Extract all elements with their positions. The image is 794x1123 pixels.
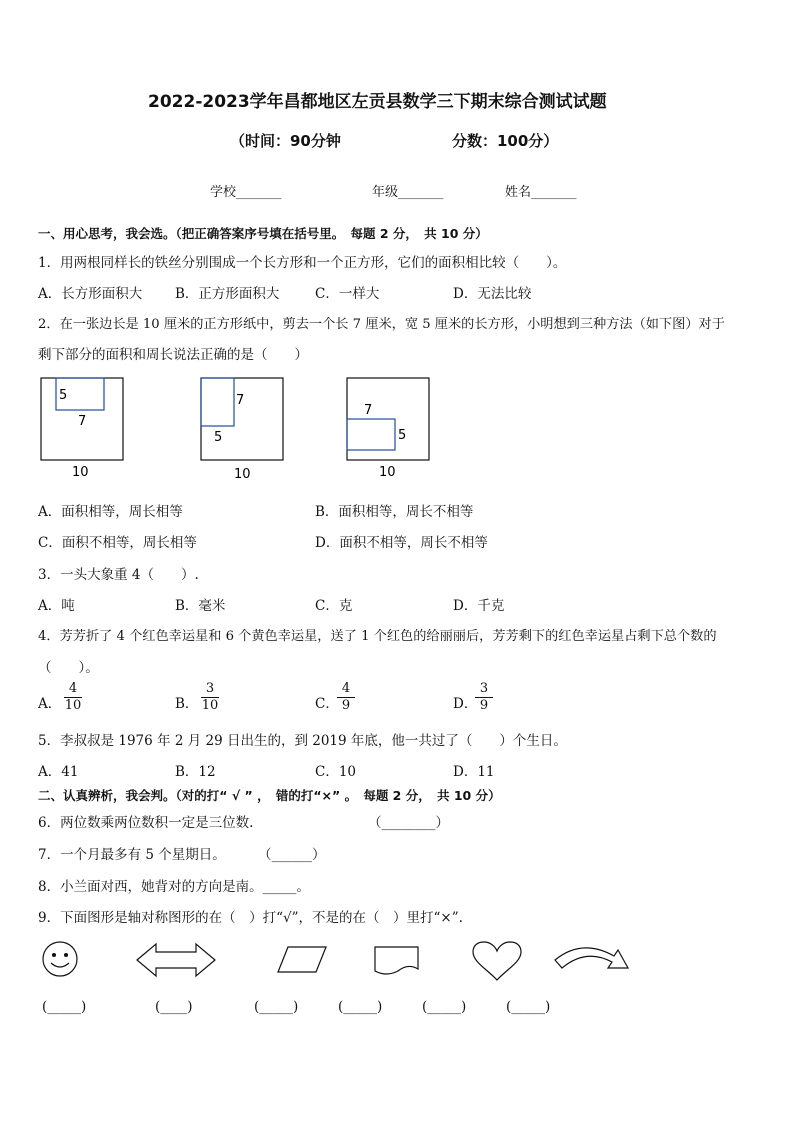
q2-fig3-side-label: 10 — [379, 465, 396, 480]
school-field[interactable]: 学校_______ — [210, 185, 282, 200]
exam-score: 分数：100分） — [452, 132, 559, 150]
q9-blank-3[interactable]: (_____) — [254, 999, 299, 1015]
q2-fig2-side-label: 10 — [234, 467, 251, 482]
q3-option-d[interactable]: D．千克 — [453, 598, 505, 614]
q9-stem: 9．下面图形是轴对称图形的在（ ）打“√”，不是的在（ ）里打“×”. — [38, 910, 463, 926]
q2-figure-3 — [344, 374, 436, 482]
q2-figure-1 — [38, 374, 130, 482]
q9-blank-1[interactable]: (_____) — [42, 999, 87, 1015]
parallelogram-icon — [276, 944, 330, 976]
q4-option-a[interactable]: A． — [38, 696, 62, 712]
q4-option-d[interactable]: D． — [453, 696, 478, 712]
q2-fig3-height-label: 5 — [398, 428, 407, 443]
q9-blank-2[interactable]: (____) — [155, 999, 193, 1015]
smiley-icon — [38, 940, 84, 980]
page-title: 2022-2023学年昌都地区左贡县数学三下期末综合测试试题 — [148, 92, 607, 112]
flag-rectangle-icon — [372, 943, 422, 979]
q4-option-c[interactable]: C． — [315, 696, 339, 712]
heart-icon — [470, 940, 524, 982]
q8-stem: 8．小兰面对西，她背对的方向是南。_____。 — [38, 879, 310, 895]
q4-option-b-fraction: $\frac{3}{10}$ — [201, 681, 219, 713]
q1-option-c[interactable]: C．一样大 — [315, 286, 380, 302]
q4-option-b[interactable]: B． — [175, 696, 199, 712]
q9-blank-4[interactable]: (_____) — [338, 999, 383, 1015]
q3-option-c[interactable]: C．克 — [315, 598, 353, 614]
q6-stem: 6．两位数乘两位数积一定是三位数. — [38, 815, 254, 831]
q1-stem: 1．用两根同样长的铁丝分别围成一个长方形和一个正方形，它们的面积相比较（ ）。 — [38, 255, 567, 271]
q5-option-b[interactable]: B．12 — [175, 764, 216, 780]
q9-blank-6[interactable]: (_____) — [506, 999, 551, 1015]
curved-arrow-icon — [552, 938, 632, 978]
q4-option-c-fraction: $\frac{4}{9}$ — [337, 681, 355, 714]
q1-option-a[interactable]: A．长方形面积大 — [38, 286, 143, 302]
q5-stem: 5．李叔叔是 1976 年 2 月 29 日出生的，到 2019 年底，他一共过了（ ）个生日。 — [38, 733, 567, 749]
q3-stem: 3．一头大象重 4（ ）. — [38, 567, 199, 583]
q2-fig2-height-label: 7 — [236, 393, 245, 408]
section2-heading: 二、认真辨析，我会判。（对的打“ √ ” ， 错的打“×” 。 每题 2 分， 共 10 分） — [38, 788, 501, 803]
q2-fig1-width-label: 7 — [78, 414, 87, 429]
q4-option-d-fraction: $\frac{3}{9}$ — [475, 681, 493, 714]
q3-option-a[interactable]: A．吨 — [38, 598, 75, 614]
q2-option-a[interactable]: A．面积相等，周长相等 — [38, 504, 183, 520]
q2-option-c[interactable]: C．面积不相等，周长相等 — [38, 535, 197, 551]
q5-option-d[interactable]: D．11 — [453, 764, 495, 780]
q2-stem-line2: 剩下部分的面积和周长说法正确的是（ ） — [38, 347, 308, 363]
q7-stem: 7．一个月最多有 5 个星期日。 — [38, 847, 226, 863]
q9-blank-5[interactable]: (_____) — [422, 999, 467, 1015]
q2-fig1-side-label: 10 — [72, 465, 89, 480]
q3-option-b[interactable]: B．毫米 — [175, 598, 226, 614]
section1-heading: 一、用心思考，我会选。（把正确答案序号填在括号里。 每题 2 分， 共 10 分） — [38, 226, 488, 241]
q2-fig1-height-label: 5 — [59, 388, 68, 403]
q2-fig2-width-label: 5 — [214, 430, 223, 445]
q1-option-b[interactable]: B．正方形面积大 — [175, 286, 280, 302]
double-arrow-icon — [134, 940, 218, 980]
q5-option-c[interactable]: C．10 — [315, 764, 357, 780]
q4-stem-line1: 4．芳芳折了 4 个红色幸运星和 6 个黄色幸运星，送了 1 个红色的给丽丽后，芳芳剩下的红色幸运星占剩下总个数的 — [38, 629, 717, 644]
q2-option-d[interactable]: D．面积不相等，周长不相等 — [315, 535, 488, 551]
q1-option-d[interactable]: D．无法比较 — [453, 286, 532, 302]
q4-stem-line2: （ ）。 — [38, 660, 99, 676]
q2-fig3-width-label: 7 — [364, 403, 373, 418]
grade-field[interactable]: 年级_______ — [372, 185, 444, 200]
exam-time: （时间：90分钟 — [230, 132, 341, 150]
q2-stem-line1: 2．在一张边长是 10 厘米的正方形纸中，剪去一个长 7 厘米，宽 5 厘米的长方形，小明想到三种方法（如下图）对于 — [38, 317, 725, 332]
q4-option-a-fraction: $\frac{4}{10}$ — [64, 681, 82, 713]
q5-option-a[interactable]: A．41 — [38, 764, 79, 780]
q6-answer-blank[interactable]: （________） — [368, 815, 449, 831]
q2-option-b[interactable]: B．面积相等，周长不相等 — [315, 504, 474, 520]
q7-answer-blank[interactable]: （______） — [258, 847, 326, 863]
name-field[interactable]: 姓名_______ — [505, 185, 577, 200]
q2-figure-2 — [198, 374, 290, 482]
